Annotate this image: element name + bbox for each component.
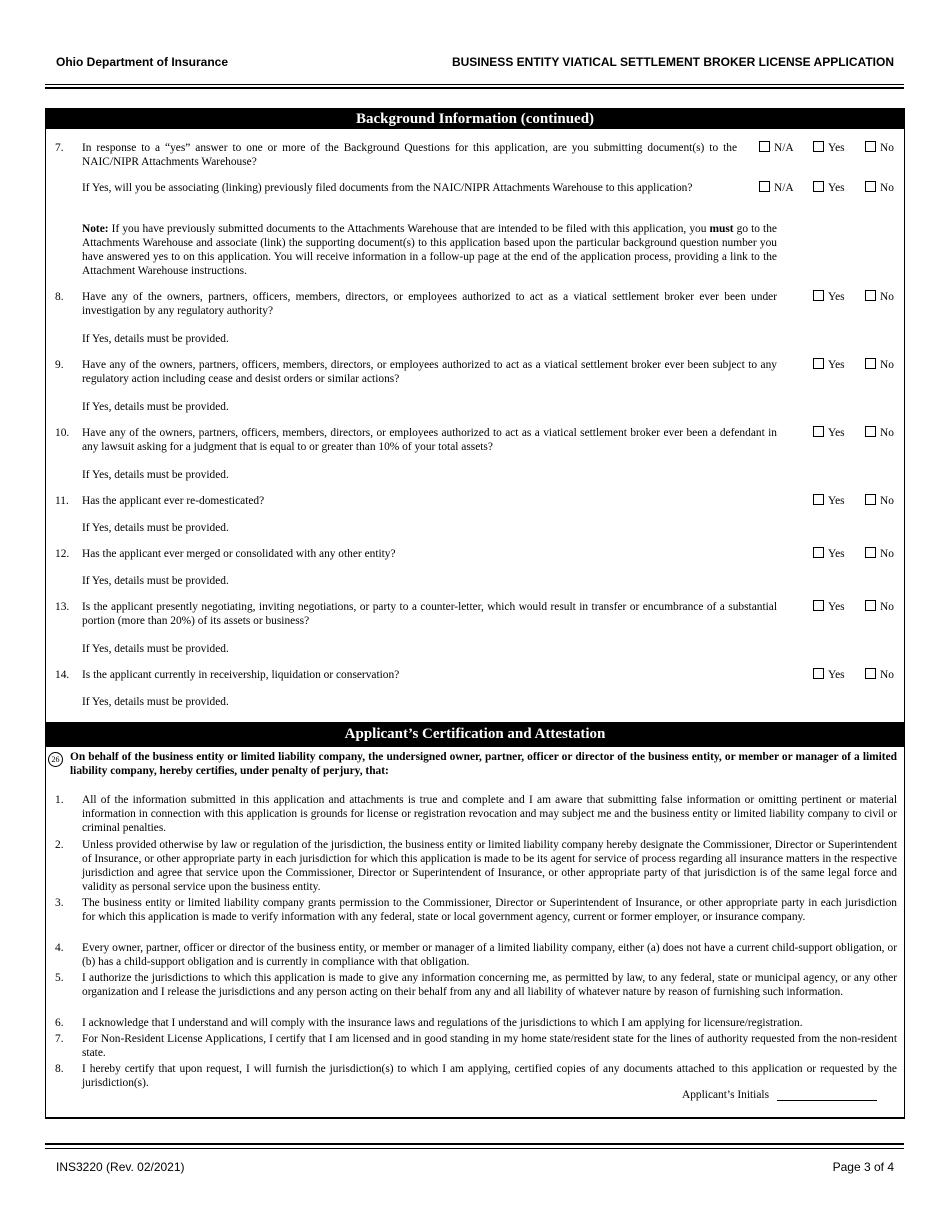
q10-no-checkbox[interactable]: No bbox=[865, 426, 894, 439]
applicant-initials bbox=[682, 1089, 877, 1101]
certification-section-title: Applicant’s Certification and Attestation bbox=[46, 722, 904, 747]
question-number: 7. bbox=[55, 142, 64, 154]
q12-no-checkbox[interactable]: No bbox=[865, 547, 894, 560]
checkbox-icon bbox=[813, 600, 824, 611]
q12-details-note: If Yes, details must be provided. bbox=[82, 575, 229, 587]
initials-label: Applicant’s Initials bbox=[682, 1089, 769, 1101]
q8-yes-checkbox[interactable]: Yes bbox=[813, 290, 845, 303]
checkbox-icon bbox=[865, 141, 876, 152]
q7-na-checkbox[interactable]: N/A bbox=[759, 141, 794, 154]
question-number: 13. bbox=[55, 601, 70, 613]
checkbox-icon bbox=[813, 181, 824, 192]
question-text: Is the applicant presently negotiating, inviting negotiations, or party to a counter-letter, which would result in transfer or encumbrance of a substantial portion (more than 20%) of its assets or business? bbox=[82, 601, 777, 627]
agency-name: Ohio Department of Insurance bbox=[56, 55, 229, 69]
question-text: In response to a “yes” answer to one or more of the Background Questions for this application, are you submitting document(s) to the NAIC/NIPR Attachments Warehouse? bbox=[82, 142, 737, 168]
checkbox-icon bbox=[865, 181, 876, 192]
q11-no-checkbox[interactable]: No bbox=[865, 494, 894, 507]
checkbox-icon bbox=[813, 547, 824, 558]
item-number-circle: 26 bbox=[48, 752, 63, 767]
checkbox-icon bbox=[865, 426, 876, 437]
q13-yes-checkbox[interactable]: Yes bbox=[813, 600, 845, 613]
form-box: Background Information (continued) 7. In response to a “yes” answer to one or more of the Background Questions for this application, are you submitting document(s) to the NAIC/NIPR Attachments Warehouse? N/A Yes No If Yes, will you be associating (linking) previously filed documents from the NAIC/NIPR Attachments Warehouse to this application? N/A Yes No Note: If you have previously submitted documents to the Attachments Warehouse that are intended to be filed with this application, you must go to the Attachments Warehouse and associate (link) the supporting document(s) to this application based upon the particular background question number you have answered yes to on this application. You will receive information in a follow-up page at the end of the application process, providing a link to the Attachment Warehouse instructions. 8. Have any of the owners, partners, officers, members, directors, or employees authorized to act as a viatical settlement broker ever been under investigation by any regulatory authority? Yes No If Yes, details must be provided. 9. Have any of the owners, partners, officers, members, directors, or employees authorized to act as a viatical settlement broker ever been subject to any regulatory action including cease and desist orders or similar actions? Yes No If Yes, details must be provided. 10. Have any of the owners, partners, officers, members, directors, or employees authorized to act as a viatical settlement broker ever been a defendant in any lawsuit asking for a judgment that is equal to or greater than 10% of your total assets? Yes No If Yes, details must be provided. 11. Has the applicant ever re-domesticated? Yes No If Yes, details must be provided. 12. Has the applicant ever merged or consolidated with any other entity? Yes No If Yes, details must be provided. 13. Is the applicant presently negotiating, inviting negotiations, or party to a counter-letter, which would result in transfer or encumbrance of a substantial portion (more than 20%) of its assets or business? Yes No If Yes, details must be provided. 14. Is the applicant currently in receivership, liquidation or conservation? Yes No If Yes, details must be provided. Applicant’s Certification and Attestation 26 On behalf of the business entity or limited liability company, the undersigned owner, partner, officer or director of the business entity, or member or manager of a limited liability company, hereby certifies, under penalty of perjury, that: 1. All of the information submitted in this application and attachments is true and complete and I am aware that submitting false information or omitting pertinent or material information in connection with this application is grounds for license or registration revocation and may subject me and the business entity or limited liability company to civil or criminal penalties. 2. Unless provided otherwise by law or regulation of the jurisdiction, the business entity or limited liability company hereby designate the Commissioner, Director or Superintendent of Insurance, or other appropriate party in each jurisdiction for which this application is made to be its agent for service of process regarding all insurance matters in the respective jurisdiction and agree that service upon the Commissioner, Director or Superintendent of Insurance, or other appropriate party of that jurisdiction is of the same legal force and validity as personal service upon the business entity. 3. The business entity or limited liability company grants permission to the Commissioner, Director or Superintendent of Insurance, or other appropriate party in each jurisdiction for which this application is made to verify information with any federal, state or local government agency, current or former employer, or insurance company. 4. Every owner, partner, officer or director of the business entity, or member or manager of a limited liability company, either (a) does not have a current child-support obligation, or (b) has a child-support obligation and is currently in compliance with that obligation. 5. I authorize the jurisdictions to which this application is made to give any information concerning me, as permitted by law, to any federal, state or municipal agency, or any other organization and I release the jurisdictions and any person acting on their behalf from any and all liability of whatever nature by reason of furnishing such information. 6. I acknowledge that I understand and will comply with the insurance laws and regulations of the jurisdictions to which I am applying for licensure/registration. 7. For Non-Resident License Applications, I certify that I am licensed and in good standing in my home state/resident state for the lines of authority requested from the non-resident state. 8. I hereby certify that upon request, I will furnish the jurisdiction(s) to which I am applying, certified copies of any documents attached to this application or requested by the jurisdiction(s). Applicant’s Initials bbox=[45, 108, 905, 1119]
q9-yes-checkbox[interactable]: Yes bbox=[813, 358, 845, 371]
background-section-title: Background Information (continued) bbox=[46, 109, 904, 129]
question-text: Have any of the owners, partners, officers, members, directors, or employees authorized to act as a viatical settlement broker ever been under investigation by any regulatory authority? bbox=[82, 291, 777, 317]
q12-yes-checkbox[interactable]: Yes bbox=[813, 547, 845, 560]
page-number: Page 3 of 4 bbox=[832, 1160, 894, 1174]
header-rule bbox=[45, 84, 904, 85]
q11-yes-checkbox[interactable]: Yes bbox=[813, 494, 845, 507]
q13-no-checkbox[interactable]: No bbox=[865, 600, 894, 613]
q13-details-note: If Yes, details must be provided. bbox=[82, 643, 229, 655]
form-number: INS3220 (Rev. 02/2021) bbox=[56, 1160, 185, 1174]
question-text: Have any of the owners, partners, officers, members, directors, or employees authorized to act as a viatical settlement broker ever been subject to any regulatory action including cease and desist orders or similar actions? bbox=[82, 359, 777, 385]
checkbox-icon bbox=[865, 547, 876, 558]
page-header bbox=[56, 55, 894, 73]
q8-details-note: If Yes, details must be provided. bbox=[82, 333, 229, 345]
question-number: 8. bbox=[55, 291, 64, 303]
question-number: 10. bbox=[55, 427, 70, 439]
checkbox-icon bbox=[813, 141, 824, 152]
checkbox-icon bbox=[865, 290, 876, 301]
q11-details-note: If Yes, details must be provided. bbox=[82, 522, 229, 534]
question-text: Have any of the owners, partners, officers, members, directors, or employees authorized to act as a viatical settlement broker ever been a defendant in any lawsuit asking for a judgment that is equal to or greater than 10% of your total assets? bbox=[82, 427, 777, 453]
q10-details-note: If Yes, details must be provided. bbox=[82, 469, 229, 481]
q7-sub-yes-checkbox[interactable]: Yes bbox=[813, 181, 845, 194]
question-text: If Yes, will you be associating (linking) previously filed documents from the NAIC/NIPR Attachments Warehouse to this application? bbox=[82, 182, 693, 194]
checkbox-icon bbox=[759, 181, 770, 192]
q14-no-checkbox[interactable]: No bbox=[865, 668, 894, 681]
question-text: Is the applicant currently in receivership, liquidation or conservation? bbox=[82, 669, 400, 681]
checkbox-icon bbox=[813, 668, 824, 679]
q7-sub-na-checkbox[interactable]: N/A bbox=[759, 181, 794, 194]
checkbox-icon bbox=[813, 290, 824, 301]
checkbox-icon bbox=[813, 426, 824, 437]
q10-yes-checkbox[interactable]: Yes bbox=[813, 426, 845, 439]
question-number: 12. bbox=[55, 548, 70, 560]
question-text: Has the applicant ever re-domesticated? bbox=[82, 495, 265, 507]
checkbox-icon bbox=[865, 358, 876, 369]
checkbox-icon bbox=[865, 668, 876, 679]
checkbox-icon bbox=[813, 494, 824, 505]
checkbox-icon bbox=[813, 358, 824, 369]
header-rule-thick bbox=[45, 87, 904, 89]
q7-yes-checkbox[interactable]: Yes bbox=[813, 141, 845, 154]
form-title: BUSINESS ENTITY VIATICAL SETTLEMENT BROKER LICENSE APPLICATION bbox=[451, 55, 894, 69]
footer-rule-thick bbox=[45, 1143, 904, 1145]
initials-field[interactable] bbox=[777, 1089, 877, 1101]
checkbox-icon bbox=[865, 494, 876, 505]
certification-intro: On behalf of the business entity or limited liability company, the undersigned owner, partner, officer or director of the business entity, or member or manager of a limited liability company, hereby certifies, under penalty of perjury, that: bbox=[70, 751, 897, 777]
question-number: 11. bbox=[55, 495, 69, 507]
checkbox-icon bbox=[865, 600, 876, 611]
q9-no-checkbox[interactable]: No bbox=[865, 358, 894, 371]
question-number: 14. bbox=[55, 669, 70, 681]
q9-details-note: If Yes, details must be provided. bbox=[82, 401, 229, 413]
q14-yes-checkbox[interactable]: Yes bbox=[813, 668, 845, 681]
footer-rule bbox=[45, 1148, 904, 1149]
q7-note: Note: If you have previously submitted documents to the Attachments Warehouse that are intended to be filed with this application, you must go to the Attachments Warehouse and associate (link) the supporting document(s) to this application based upon the particular background question number you have answered yes to on this application. You will receive information in a follow-up page at the end of the application process, providing a link to the Attachment Warehouse instructions. bbox=[82, 223, 777, 277]
q7-sub-no-checkbox[interactable]: No bbox=[865, 181, 894, 194]
question-number: 9. bbox=[55, 359, 64, 371]
question-text: Has the applicant ever merged or consolidated with any other entity? bbox=[82, 548, 396, 560]
q7-no-checkbox[interactable]: No bbox=[865, 141, 894, 154]
checkbox-icon bbox=[759, 141, 770, 152]
q8-no-checkbox[interactable]: No bbox=[865, 290, 894, 303]
q14-details-note: If Yes, details must be provided. bbox=[82, 696, 229, 708]
